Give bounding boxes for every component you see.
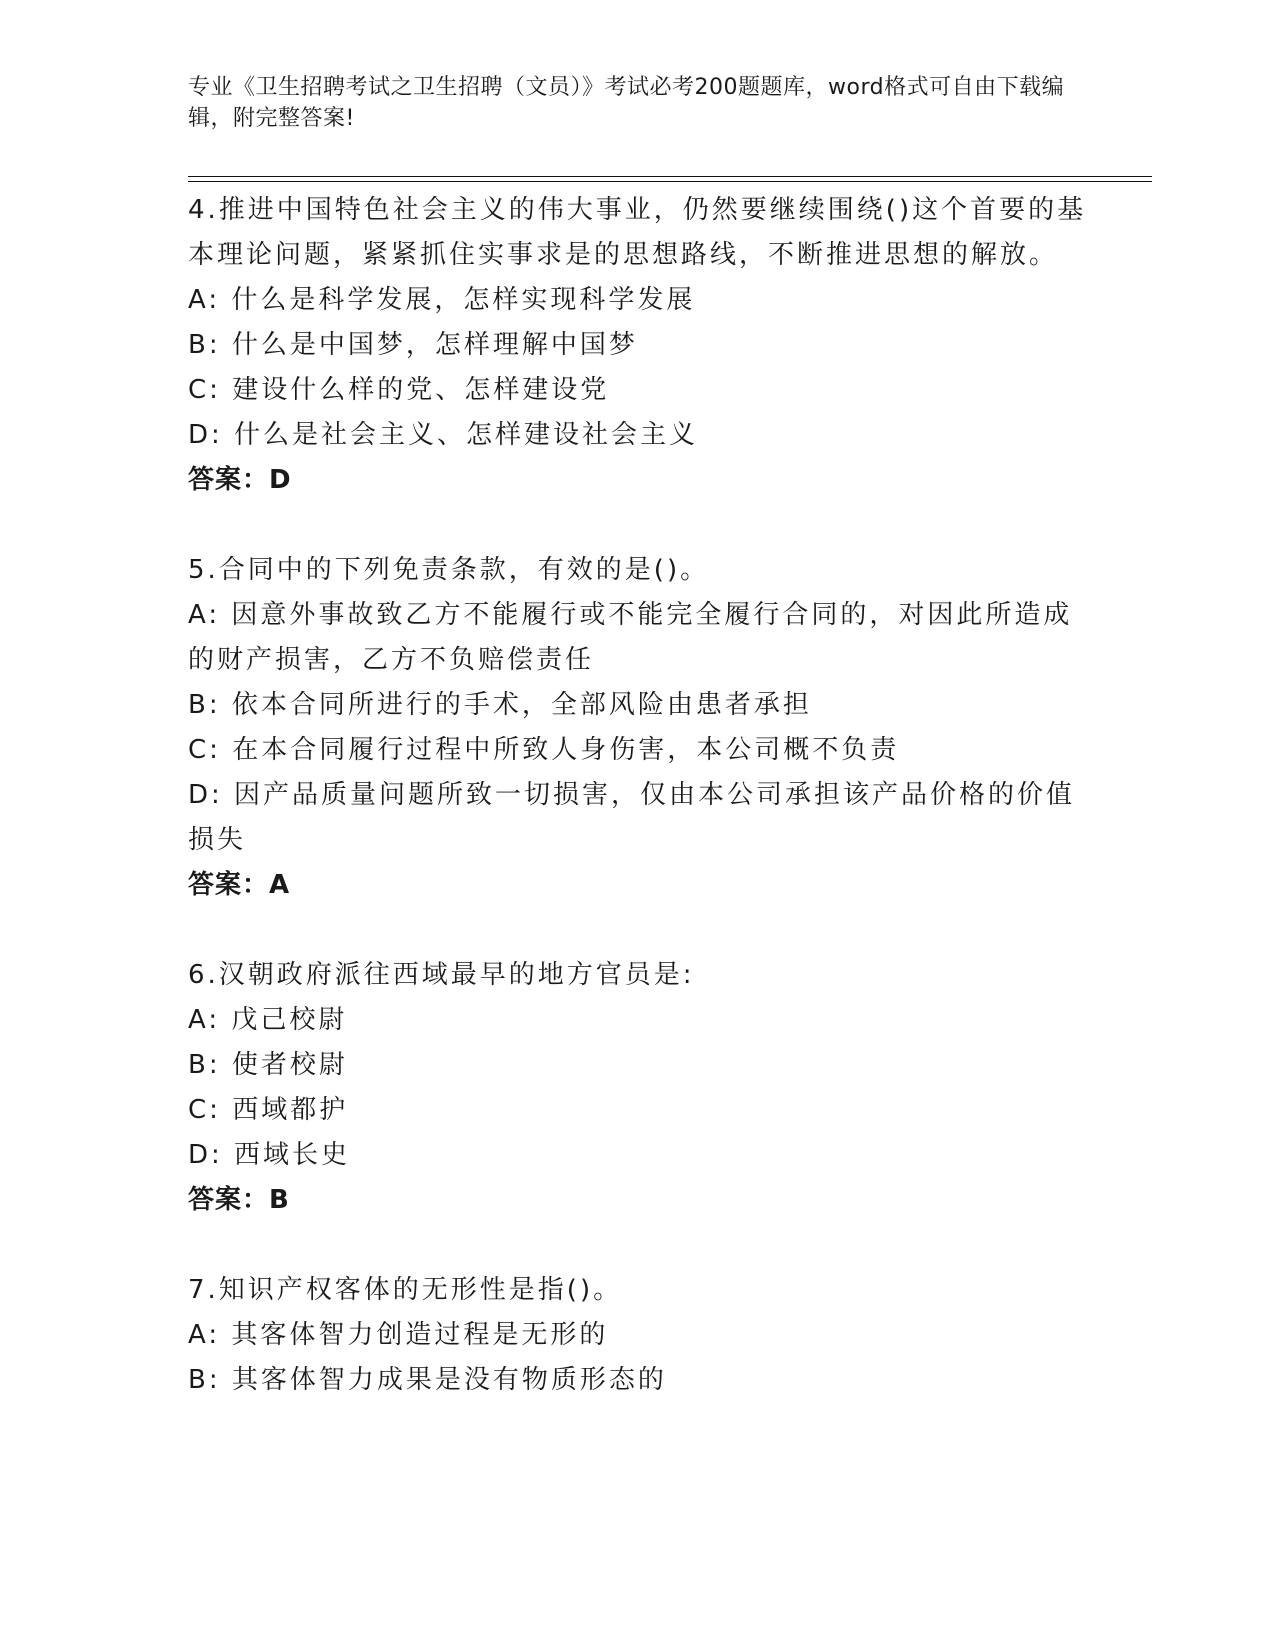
option-b [188,1043,1088,1088]
header-rule-bottom [188,181,1152,182]
option-text: 西域长史 [234,1140,351,1170]
answer-label: 答案： [188,465,270,495]
question-4 [188,188,1088,503]
option-letter: A: [188,285,221,315]
option-text: 依本合同所进行的手术，全部风险由患者承担 [231,690,812,720]
option-text: 其客体智力成果是没有物质形态的 [231,1365,667,1395]
option-letter: A: [188,600,221,630]
option-c [188,728,1088,773]
option-letter: A: [188,1005,221,1035]
option-a [188,998,1088,1043]
question-6 [188,953,1088,1223]
answer-value: B [269,1185,290,1215]
question-5 [188,548,1088,908]
question-stem: 7.知识产权客体的无形性是指()。 [188,1275,623,1305]
answer-label: 答案： [188,1185,270,1215]
option-d [188,413,1088,458]
answer-line [188,863,1088,908]
option-b [188,1358,1088,1403]
option-letter: B: [188,330,221,360]
header-rule-top [188,176,1152,177]
answer-line [188,458,1088,503]
question-list [188,188,1088,1448]
answer-line [188,1178,1088,1223]
document-header: 专业《卫生招聘考试之卫生招聘（文员）》考试必考200题题库，word格式可自由下载编辑，附完整答案! [188,75,1065,131]
option-a [188,1313,1088,1358]
option-letter: A: [188,1320,221,1350]
option-letter: D: [188,780,223,810]
option-text: 因产品质量问题所致一切损害，仅由本公司承担该产品价格的价值损失 [188,780,1076,855]
option-d [188,773,1088,863]
option-text: 什么是社会主义、怎样建设社会主义 [234,420,699,450]
option-a [188,593,1088,683]
option-text: 建设什么样的党、怎样建设党 [232,375,610,405]
option-d [188,1133,1088,1178]
option-b [188,323,1088,368]
option-letter: C: [188,1095,221,1125]
option-letter: C: [188,375,221,405]
answer-label: 答案： [188,870,270,900]
option-b [188,683,1088,728]
option-text: 什么是中国梦，怎样理解中国梦 [231,330,638,360]
question-stem: 4.推进中国特色社会主义的伟大事业，仍然要继续围绕()这个首要的基本理论问题，紧紧抓住实事求是的思想路线，不断推进思想的解放。 [188,195,1087,270]
option-text: 在本合同履行过程中所致人身伤害，本公司概不负责 [232,735,900,765]
option-letter: D: [188,1140,223,1170]
question-stem: 5.合同中的下列免责条款，有效的是()。 [188,555,710,585]
option-text: 什么是科学发展，怎样实现科学发展 [231,285,696,315]
answer-value: D [269,465,292,495]
answer-value: A [269,870,291,900]
option-text: 西域都护 [232,1095,349,1125]
option-a [188,278,1088,323]
question-7 [188,1268,1088,1403]
option-letter: C: [188,735,221,765]
question-stem: 6.汉朝政府派往西域最早的地方官员是: [188,960,695,990]
option-letter: D: [188,420,223,450]
option-letter: B: [188,690,221,720]
option-text: 其客体智力创造过程是无形的 [231,1320,609,1350]
option-text: 使者校尉 [231,1050,348,1080]
option-letter: B: [188,1365,221,1395]
option-text: 戊己校尉 [231,1005,348,1035]
option-c [188,1088,1088,1133]
option-text: 因意外事故致乙方不能履行或不能完全履行合同的，对因此所造成的财产损害，乙方不负赔偿责任 [188,600,1073,675]
option-letter: B: [188,1050,221,1080]
option-c [188,368,1088,413]
